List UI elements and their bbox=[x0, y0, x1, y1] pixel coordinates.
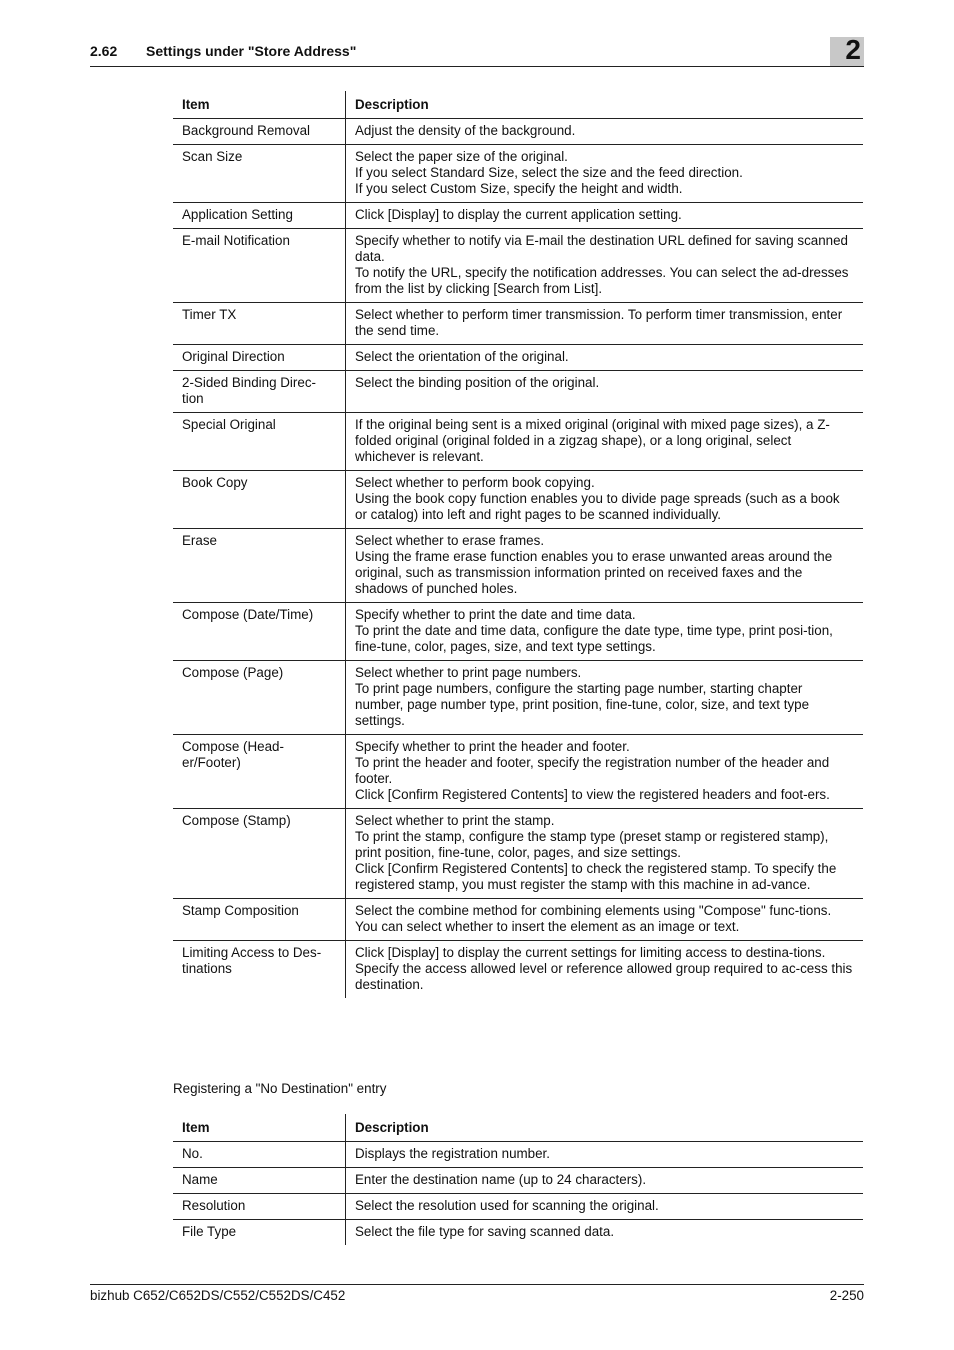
description-cell bbox=[346, 661, 864, 735]
description-line: Select whether to erase frames. bbox=[355, 533, 545, 548]
description-line: Specify the access allowed level or reference allowed group required to ac-cess this destination. bbox=[355, 961, 853, 992]
column-header-description: Description bbox=[355, 1120, 429, 1135]
description-line: Displays the registration number. bbox=[355, 1146, 551, 1161]
description-line: Specify whether to print the date and time data. bbox=[355, 607, 636, 622]
description-cell bbox=[346, 1194, 864, 1220]
table-row bbox=[173, 1220, 863, 1246]
description-line: To print the stamp, configure the stamp type (preset stamp or registered stamp), print position, fine-tune, color, pages, and size settings. bbox=[355, 829, 829, 860]
chapter-number: 2 bbox=[845, 34, 861, 65]
table-row bbox=[173, 661, 863, 735]
description-line: Enter the destination name (up to 24 characters). bbox=[355, 1172, 647, 1187]
table-row bbox=[173, 809, 863, 899]
table-row bbox=[173, 899, 863, 941]
description-line: Select the orientation of the original. bbox=[355, 349, 569, 364]
item-cell: Special Original bbox=[173, 413, 346, 471]
description-line: To print page numbers, configure the starting page number, starting chapter number, page number type, print position, fine-tune, color, size, and text type settings. bbox=[355, 681, 810, 728]
description-cell bbox=[346, 735, 864, 809]
description-line: Select the resolution used for scanning the original. bbox=[355, 1198, 659, 1213]
item-cell: Compose (Head-er/Footer) bbox=[173, 735, 346, 809]
description-line: Specify whether to print the header and footer. bbox=[355, 739, 630, 754]
table-row bbox=[173, 303, 863, 345]
description-line: Select whether to print page numbers. bbox=[355, 665, 582, 680]
subheading: Registering a "No Destination" entry bbox=[173, 1081, 387, 1096]
description-cell bbox=[346, 603, 864, 661]
description-line: To print the date and time data, configure the date type, time type, print posi-tion, fine-tune, color, pages, size, and text type settings. bbox=[355, 623, 833, 654]
description-line: To print the header and footer, specify the registration number of the header and footer. bbox=[355, 755, 830, 786]
description-line: Click [Display] to display the current settings for limiting access to destina-tions. bbox=[355, 945, 826, 960]
column-header-description: Description bbox=[355, 97, 429, 112]
item-cell: Erase bbox=[173, 529, 346, 603]
table-row bbox=[173, 203, 863, 229]
chapter-badge bbox=[830, 34, 864, 66]
footer-model: bizhub C652/C652DS/C552/C552DS/C452 bbox=[90, 1288, 346, 1303]
table-row bbox=[173, 413, 863, 471]
description-cell bbox=[346, 345, 864, 371]
table-row bbox=[173, 119, 863, 145]
description-line: Click [Display] to display the current application setting. bbox=[355, 207, 682, 222]
item-cell: Original Direction bbox=[173, 345, 346, 371]
item-cell: E-mail Notification bbox=[173, 229, 346, 303]
item-cell: Application Setting bbox=[173, 203, 346, 229]
description-line: Using the book copy function enables you to divide page spreads (such as a book or catalog) into left and right pages to be scanned individually. bbox=[355, 491, 840, 522]
description-cell bbox=[346, 1142, 864, 1168]
description-cell bbox=[346, 413, 864, 471]
settings-table bbox=[173, 91, 863, 998]
description-cell bbox=[346, 471, 864, 529]
item-cell: Background Removal bbox=[173, 119, 346, 145]
description-cell bbox=[346, 899, 864, 941]
table-row bbox=[173, 229, 863, 303]
description-line: If the original being sent is a mixed original (original with mixed page sizes), a Z-folded original (original folded in a zigzag shape), or a long original, select whichever is relevant. bbox=[355, 417, 830, 464]
item-cell: Book Copy bbox=[173, 471, 346, 529]
description-line: Using the frame erase function enables you to erase unwanted areas around the original, such as transmission information printed on received faxes and the shadows of punched holes. bbox=[355, 549, 833, 596]
item-cell: Stamp Composition bbox=[173, 899, 346, 941]
table-row bbox=[173, 471, 863, 529]
page-header bbox=[90, 36, 864, 67]
description-cell bbox=[346, 529, 864, 603]
description-line: Select the file type for saving scanned data. bbox=[355, 1224, 615, 1239]
description-cell bbox=[346, 371, 864, 413]
item-cell: Resolution bbox=[173, 1194, 346, 1220]
no-destination-table bbox=[173, 1114, 863, 1245]
description-line: Click [Confirm Registered Contents] to check the registered stamp. To specify the registered stamp, you must register the stamp with this machine in ad-vance. bbox=[355, 861, 837, 892]
description-line: If you select Standard Size, select the size and the feed direction. bbox=[355, 165, 743, 180]
table-row bbox=[173, 345, 863, 371]
description-line: To notify the URL, specify the notification addresses. You can select the ad-dresses from the list by clicking [Search from List]. bbox=[355, 265, 849, 296]
table-row bbox=[173, 1168, 863, 1194]
table-row bbox=[173, 1142, 863, 1168]
footer-page-number: 2-250 bbox=[829, 1288, 864, 1303]
table-row bbox=[173, 603, 863, 661]
item-cell: Scan Size bbox=[173, 145, 346, 203]
item-cell: Compose (Page) bbox=[173, 661, 346, 735]
description-line: Select whether to perform timer transmission. To perform timer transmission, enter the send time. bbox=[355, 307, 843, 338]
description-cell bbox=[346, 1168, 864, 1194]
item-cell: Limiting Access to Des-tinations bbox=[173, 941, 346, 999]
item-cell: No. bbox=[173, 1142, 346, 1168]
item-cell: 2-Sided Binding Direc-tion bbox=[173, 371, 346, 413]
table-row bbox=[173, 735, 863, 809]
table-row bbox=[173, 529, 863, 603]
table-header-row bbox=[173, 1114, 863, 1142]
item-cell: Compose (Stamp) bbox=[173, 809, 346, 899]
item-cell: Name bbox=[173, 1168, 346, 1194]
description-line: Select whether to perform book copying. bbox=[355, 475, 595, 490]
page-footer bbox=[90, 1284, 864, 1303]
description-cell bbox=[346, 145, 864, 203]
item-cell: Timer TX bbox=[173, 303, 346, 345]
table-header-row bbox=[173, 91, 863, 119]
description-line: If you select Custom Size, specify the height and width. bbox=[355, 181, 683, 196]
description-cell bbox=[346, 1220, 864, 1246]
column-header-item: Item bbox=[173, 91, 346, 119]
column-header-item: Item bbox=[173, 1114, 346, 1142]
description-cell bbox=[346, 203, 864, 229]
description-cell bbox=[346, 941, 864, 999]
table-row bbox=[173, 145, 863, 203]
description-line: Specify whether to notify via E-mail the destination URL defined for saving scanned data. bbox=[355, 233, 848, 264]
table-row bbox=[173, 941, 863, 999]
section-title: Settings under "Store Address" bbox=[146, 43, 357, 59]
item-cell: File Type bbox=[173, 1220, 346, 1246]
description-cell bbox=[346, 229, 864, 303]
description-line: You can select whether to insert the element as an image or text. bbox=[355, 919, 740, 934]
table-row bbox=[173, 371, 863, 413]
description-cell bbox=[346, 119, 864, 145]
description-line: Select whether to print the stamp. bbox=[355, 813, 555, 828]
description-cell bbox=[346, 809, 864, 899]
table-row bbox=[173, 1194, 863, 1220]
description-line: Select the combine method for combining elements using "Compose" func-tions. bbox=[355, 903, 832, 918]
item-cell: Compose (Date/Time) bbox=[173, 603, 346, 661]
description-line: Select the binding position of the original. bbox=[355, 375, 600, 390]
description-line: Adjust the density of the background. bbox=[355, 123, 576, 138]
description-cell bbox=[346, 303, 864, 345]
description-line: Click [Confirm Registered Contents] to view the registered headers and foot-ers. bbox=[355, 787, 830, 802]
description-line: Select the paper size of the original. bbox=[355, 149, 568, 164]
section-number: 2.62 bbox=[90, 43, 118, 59]
